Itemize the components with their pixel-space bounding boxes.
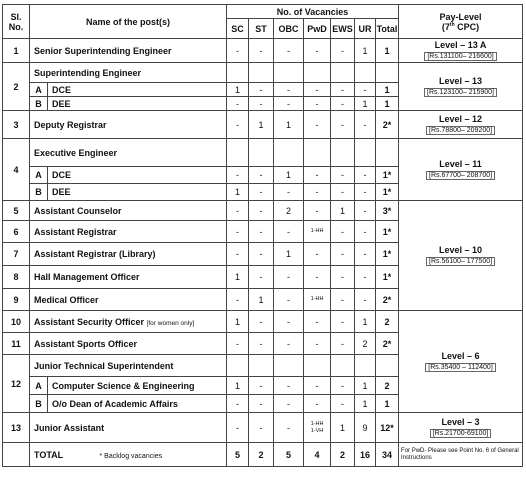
vacancy-cell: 1 [331, 413, 355, 443]
vacancy-cell: - [331, 83, 355, 97]
vacancy-total-cell: 1* [376, 243, 399, 266]
vacancy-total-cell: 1* [376, 221, 399, 243]
vacancy-cell: - [249, 413, 274, 443]
vacancy-cell: - [331, 243, 355, 266]
vacancy-total-cell: 1* [376, 266, 399, 289]
vacancy-cell: - [274, 289, 304, 311]
vacancy-cell: - [274, 377, 304, 395]
vacancy-cell: - [249, 167, 274, 184]
pay-level-cell: Level – 6 [Rs.35400 – 112400] [399, 311, 523, 413]
vacancy-cell: - [355, 111, 376, 139]
vacancy-cell: - [331, 311, 355, 333]
vacancy-cell: - [331, 221, 355, 243]
post-name: Junior Assistant [30, 413, 227, 443]
vacancy-table [2, 4, 523, 467]
col-total-header: Total [376, 19, 399, 39]
vacancy-total-cell: 2* [376, 289, 399, 311]
pay-level-cell: Level – 3 [Rs.21700-69100] [399, 413, 523, 443]
vacancy-table-sheet [2, 4, 522, 467]
vacancy-cell: - [249, 39, 274, 63]
vacancy-cell: - [227, 243, 249, 266]
total-cell: 16 [355, 443, 376, 467]
pay-level-cell: Level – 13 A [Rs.131100– 216600] [399, 39, 523, 63]
row-sl: 3 [3, 111, 30, 139]
vacancy-cell: - [304, 266, 331, 289]
vacancy-cell: 1 [355, 97, 376, 111]
vacancy-cell: 1 [249, 289, 274, 311]
vacancy-cell: 1 [355, 377, 376, 395]
table-row [3, 63, 523, 83]
table-row [3, 311, 523, 333]
vacancy-total-cell: 1 [376, 97, 399, 111]
total-cell: 5 [227, 443, 249, 467]
post-name: Assistant Counselor [30, 201, 227, 221]
vacancy-cell: - [331, 111, 355, 139]
vacancy-cell: 1 [227, 311, 249, 333]
vacancy-total-cell: 1* [376, 167, 399, 184]
pay-level-header: Pay-Level (7th CPC) [399, 5, 523, 39]
row-sl: 8 [3, 266, 30, 289]
vacancy-cell: - [304, 243, 331, 266]
vacancy-total-cell: 1 [376, 395, 399, 413]
vacancy-total-cell: 1* [376, 184, 399, 201]
vacancy-cell: - [355, 266, 376, 289]
row-sl: 9 [3, 289, 30, 311]
vacancy-cell: - [249, 97, 274, 111]
vacancy-cell: - [331, 167, 355, 184]
vacancy-cell: 1 [227, 184, 249, 201]
vacancy-cell: 2 [355, 333, 376, 355]
vacancy-total-cell: 1 [376, 39, 399, 63]
row-sl: 6 [3, 221, 30, 243]
vacancy-cell: - [249, 221, 274, 243]
post-name: Assistant Sports Officer [30, 333, 227, 355]
col-ur-header: UR [355, 19, 376, 39]
pay-level-cell: Level – 13 [Rs.123100– 215900] [399, 63, 523, 111]
vacancy-cell: - [331, 266, 355, 289]
vacancy-cell: - [331, 184, 355, 201]
vacancy-cell: - [274, 413, 304, 443]
vacancy-cell: - [355, 243, 376, 266]
sub-mark: A [30, 83, 48, 97]
vacancy-cell: - [227, 289, 249, 311]
pwd-note: For PwD- Please see Point No. 6 of General Instructions [399, 443, 523, 467]
vacancy-cell: - [227, 201, 249, 221]
vacancy-cell: - [304, 111, 331, 139]
vacancy-cell: - [274, 97, 304, 111]
post-name: Medical Officer [30, 289, 227, 311]
row-sl: 10 [3, 311, 30, 333]
vacancy-cell: - [331, 289, 355, 311]
vacancy-cell: - [331, 39, 355, 63]
pay-level-cell: Level – 12 [Rs.78800– 209200] [399, 111, 523, 139]
post-name: Executive Engineer [30, 139, 227, 167]
pwd-cell: 1-HH [304, 221, 331, 243]
vacancy-total-cell: 12* [376, 413, 399, 443]
vacancy-cell: - [249, 184, 274, 201]
sub-post-name: DEE [48, 184, 227, 201]
vacancy-cell: - [274, 311, 304, 333]
vacancy-cell: - [304, 167, 331, 184]
vacancy-cell: - [274, 395, 304, 413]
vacancy-cell: - [227, 97, 249, 111]
vacancy-cell: 1 [227, 377, 249, 395]
sub-mark: A [30, 167, 48, 184]
post-name-header: Name of the post(s) [30, 5, 227, 39]
vacancy-cell: - [304, 184, 331, 201]
table-row [3, 39, 523, 63]
pay-level-cell: Level – 11 [Rs.67700– 208700] [399, 139, 523, 201]
vacancy-total-cell: 3* [376, 201, 399, 221]
vacancy-cell: - [304, 83, 331, 97]
vacancy-cell: - [355, 221, 376, 243]
vacancy-cell: - [274, 184, 304, 201]
vacancies-header: No. of Vacancies [227, 5, 399, 19]
vacancy-cell: - [227, 39, 249, 63]
row-sl: 5 [3, 201, 30, 221]
vacancy-cell: 1 [274, 167, 304, 184]
sub-post-name: DEE [48, 97, 227, 111]
total-cell: 2 [249, 443, 274, 467]
table-row [3, 111, 523, 139]
vacancy-cell: - [249, 243, 274, 266]
col-pwd-header: PwD [304, 19, 331, 39]
vacancy-cell: - [227, 111, 249, 139]
vacancy-cell: - [304, 333, 331, 355]
vacancy-cell: - [355, 201, 376, 221]
total-label: TOTAL * Backlog vacancies [30, 443, 227, 467]
col-st-header: ST [249, 19, 274, 39]
vacancy-cell: 1 [355, 311, 376, 333]
table-row [3, 201, 523, 221]
row-sl: 2 [3, 63, 30, 111]
vacancy-cell: - [355, 83, 376, 97]
table-row [3, 413, 523, 443]
vacancy-cell: - [227, 167, 249, 184]
post-name: Superintending Engineer [30, 63, 227, 83]
col-obc-header: OBC [274, 19, 304, 39]
row-sl: 4 [3, 139, 30, 201]
vacancy-cell: - [304, 395, 331, 413]
row-sl: 13 [3, 413, 30, 443]
total-cell: 34 [376, 443, 399, 467]
vacancy-cell: - [249, 266, 274, 289]
vacancy-cell: - [304, 377, 331, 395]
vacancy-cell: - [227, 221, 249, 243]
vacancy-cell: 2 [274, 201, 304, 221]
vacancy-cell: 1 [274, 243, 304, 266]
vacancy-total-cell: 2* [376, 333, 399, 355]
vacancy-cell: - [249, 311, 274, 333]
vacancy-cell: - [304, 201, 331, 221]
vacancy-cell: 1 [355, 395, 376, 413]
post-note: [for women only] [146, 319, 195, 327]
sl-no-header: Sl. No. [3, 5, 30, 39]
vacancy-cell: 1 [227, 83, 249, 97]
total-row [3, 443, 523, 467]
sub-mark: B [30, 97, 48, 111]
pwd-cell: 1-HH [304, 289, 331, 311]
vacancy-cell: - [227, 395, 249, 413]
vacancy-cell: 1 [355, 39, 376, 63]
col-sc-header: SC [227, 19, 249, 39]
post-name: Assistant Registrar (Library) [30, 243, 227, 266]
post-name: Junior Technical Superintendent [30, 355, 227, 377]
post-name: Senior Superintending Engineer [30, 39, 227, 63]
vacancy-cell: - [304, 97, 331, 111]
vacancy-cell: - [274, 83, 304, 97]
total-cell: 5 [274, 443, 304, 467]
vacancy-cell: - [304, 39, 331, 63]
sub-post-name: Computer Science & Engineering [48, 377, 227, 395]
vacancy-cell: - [274, 333, 304, 355]
vacancy-cell: - [331, 377, 355, 395]
sub-mark: B [30, 395, 48, 413]
vacancy-cell: 1 [331, 201, 355, 221]
vacancy-total-cell: 1 [376, 83, 399, 97]
vacancy-cell: - [249, 377, 274, 395]
row-sl: 1 [3, 39, 30, 63]
row-sl: 11 [3, 333, 30, 355]
vacancy-total-cell: 2* [376, 111, 399, 139]
backlog-note: * Backlog vacancies [99, 452, 163, 460]
pwd-cell: 1-HH 1-VH [304, 413, 331, 443]
vacancy-cell: - [249, 395, 274, 413]
vacancy-cell: 1 [274, 111, 304, 139]
sub-mark: A [30, 377, 48, 395]
row-sl: 12 [3, 355, 30, 413]
post-name: Assistant Security Officer [for women only] [30, 311, 227, 333]
col-ews-header: EWS [331, 19, 355, 39]
vacancy-cell: - [227, 413, 249, 443]
sub-post-name: O/o Dean of Academic Affairs [48, 395, 227, 413]
vacancy-cell: - [274, 39, 304, 63]
vacancy-cell: - [227, 333, 249, 355]
vacancy-cell: - [274, 221, 304, 243]
vacancy-cell: - [331, 97, 355, 111]
total-cell: 4 [304, 443, 331, 467]
row-sl: 7 [3, 243, 30, 266]
sub-post-name: DCE [48, 83, 227, 97]
vacancy-cell: - [249, 83, 274, 97]
pay-level-cell: Level – 10 [Rs.56100– 177500] [399, 201, 523, 311]
total-cell: 2 [331, 443, 355, 467]
vacancy-cell: - [304, 311, 331, 333]
vacancy-total-cell: 2 [376, 377, 399, 395]
vacancy-cell: - [355, 289, 376, 311]
vacancy-cell: - [331, 395, 355, 413]
table-row [3, 139, 523, 167]
post-name: Deputy Registrar [30, 111, 227, 139]
vacancy-cell: - [274, 266, 304, 289]
vacancy-cell: 1 [249, 111, 274, 139]
vacancy-cell: - [331, 333, 355, 355]
sub-mark: B [30, 184, 48, 201]
vacancy-cell: - [249, 333, 274, 355]
vacancy-cell: 9 [355, 413, 376, 443]
vacancy-cell: - [355, 167, 376, 184]
vacancy-cell: - [355, 184, 376, 201]
vacancy-cell: 1 [227, 266, 249, 289]
post-name: Assistant Registrar [30, 221, 227, 243]
sub-post-name: DCE [48, 167, 227, 184]
vacancy-total-cell: 2 [376, 311, 399, 333]
vacancy-cell: - [249, 201, 274, 221]
post-name: Hall Management Officer [30, 266, 227, 289]
